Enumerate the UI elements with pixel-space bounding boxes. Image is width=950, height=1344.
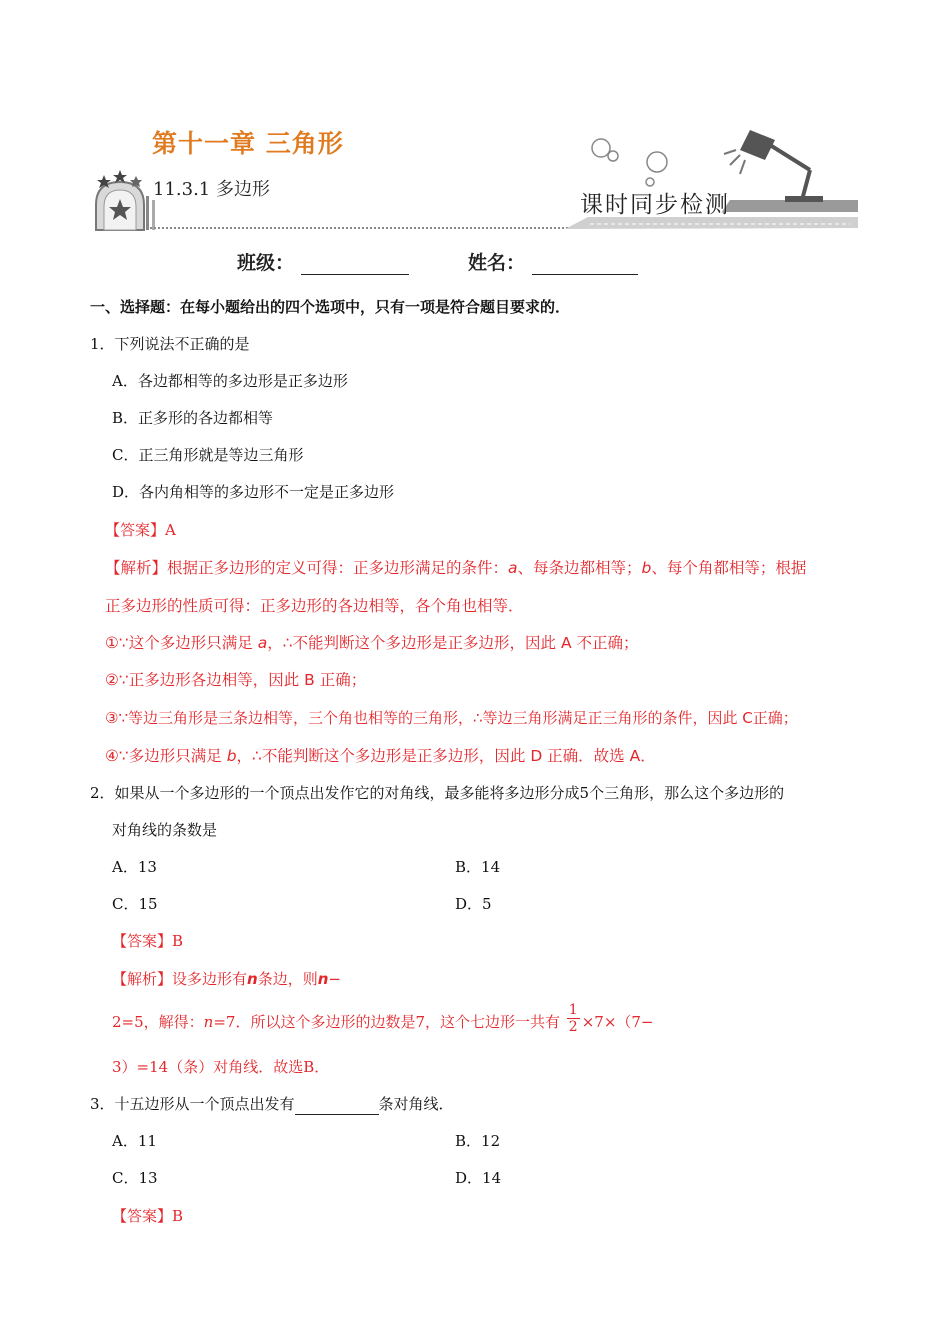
- class-label: 班级：: [237, 252, 295, 274]
- q1-analysis-line2: 正多边形的性质可得：正多边形的各边相等，各个角也相等．: [105, 597, 524, 615]
- class-blank[interactable]: [301, 256, 409, 275]
- q1-stem: 1．下列说法不正确的是: [90, 335, 250, 353]
- q1-analysis-line4: ②∵正多边形各边相等，因此 B 正确；: [105, 671, 367, 689]
- q1-option-d: D．各内角相等的多边形不一定是正多边形: [112, 483, 395, 501]
- q3-answer: 【答案】B: [112, 1207, 184, 1225]
- fraction-one-half: $\frac{1}{2}$: [568, 1001, 578, 1035]
- lesson-tag: 课时同步检测: [580, 192, 730, 218]
- chapter-title: 第十一章 三角形: [152, 129, 344, 158]
- q3-option-d: D．14: [455, 1169, 502, 1187]
- name-blank[interactable]: [532, 256, 638, 275]
- q3-option-b: B．12: [455, 1132, 501, 1150]
- q2-analysis-line1: 【解析】设多边形有n条边，则n−: [112, 970, 341, 988]
- q3-option-c: C．13: [112, 1169, 158, 1187]
- star-badge-icon: [96, 170, 155, 230]
- desk-lamp-icon: [724, 130, 823, 202]
- q2-analysis-line2: 2=5，解得：n=7．所以这个多边形的边数是7，这个七边形一共有 $\frac{1}{2}$ ×7×（7−: [112, 1001, 654, 1035]
- q2-option-c: C．15: [112, 895, 158, 913]
- bubbles-icon: [592, 139, 667, 186]
- section-instructions: 一、选择题：在每小题给出的四个选项中，只有一项是符合题目要求的．: [90, 298, 571, 316]
- header-banner: [90, 100, 870, 235]
- q1-analysis-line1: 【解析】根据正多边形的定义可得：正多边形满足的条件：a、每条边都相等；b、每个角都相等；根据: [105, 559, 807, 577]
- q2-stem-line1: 2．如果从一个多边形的一个顶点出发作它的对角线，最多能将多边形分成5个三角形，那么这个多边形的: [90, 784, 785, 802]
- name-field: [468, 248, 638, 275]
- q2-stem-line2: 对角线的条数是: [112, 821, 218, 839]
- q2-answer: 【答案】B: [112, 932, 184, 950]
- q2-analysis-line3: 3）=14（条）对角线．故选B．: [112, 1058, 330, 1076]
- name-label: 姓名：: [468, 252, 526, 274]
- q1-answer: 【答案】A: [105, 521, 176, 539]
- q1-option-a: A．各边都相等的多边形是正多边形: [112, 372, 348, 390]
- class-field: [237, 248, 409, 275]
- q2-option-d: D．5: [455, 895, 492, 913]
- q1-option-b: B．正多形的各边都相等: [112, 409, 274, 427]
- q2-option-b: B．14: [455, 858, 501, 876]
- q1-analysis-line6: ④∵多边形只满足 b，∴不能判断这个多边形是正多边形，因此 D 正确．故选 A．: [105, 747, 656, 765]
- q3-stem: 3．十五边形从一个顶点出发有 条对角线．: [90, 1095, 454, 1113]
- q2-option-a: A．13: [112, 858, 157, 876]
- q1-analysis-line5: ③∵等边三角形是三条边相等，三个角也相等的三角形，∴等边三角形满足正三角形的条件，因此 C正确；: [105, 709, 798, 727]
- q1-analysis-line3: ①∵这个多边形只满足 a，∴不能判断这个多边形是正多边形，因此 A 不正确；: [105, 634, 639, 652]
- q3-option-a: A．11: [112, 1132, 157, 1150]
- q3-blank[interactable]: [295, 1098, 379, 1115]
- section-title: 11.3.1 多边形: [153, 179, 270, 200]
- q1-option-c: C．正三角形就是等边三角形: [112, 446, 304, 464]
